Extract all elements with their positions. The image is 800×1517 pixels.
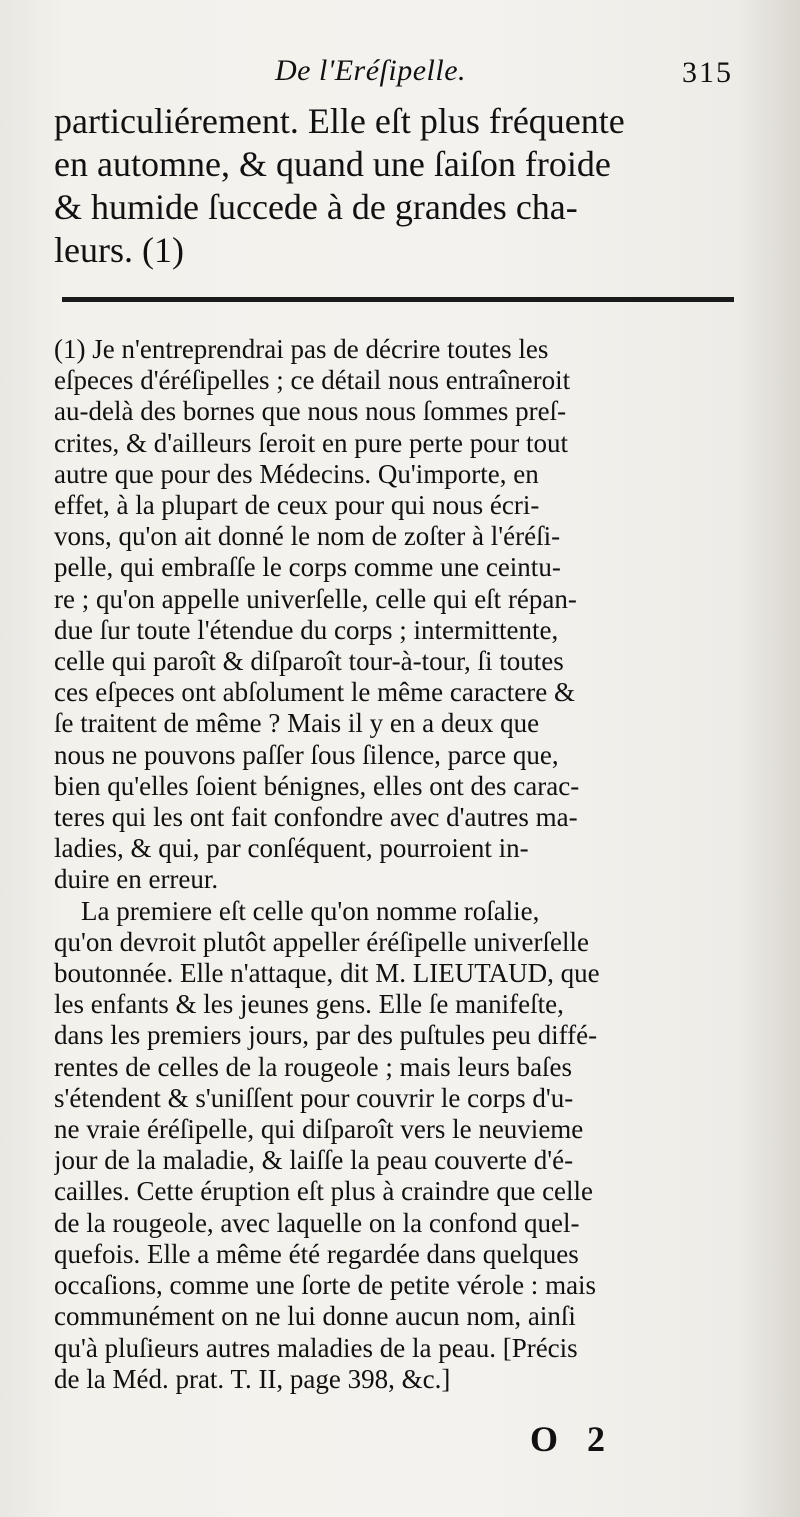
footnote-line: ſe traitent de même ? Mais il y en a deux que xyxy=(54,708,540,739)
footnote-line: teres qui les ont fait confondre avec d'autres ma- xyxy=(54,802,578,833)
footnote-line: due ſur toute l'étendue du corps ; intermittente, xyxy=(54,614,559,645)
footnote-line: boutonnée. Elle n'attaque, dit M. LIEUTAUD, que xyxy=(54,958,600,989)
footnote-line: qu'on devroit plutôt appeller éréſipelle univerſelle xyxy=(54,926,589,957)
footnote-line: (1) Je n'entreprendrai pas de décrire toutes les xyxy=(54,334,549,364)
main-text xyxy=(54,100,744,272)
page-header xyxy=(60,50,745,98)
footnote-line: communément on ne lui donne aucun nom, ainſi xyxy=(54,1301,576,1332)
signature-mark: O 2 xyxy=(530,1419,616,1459)
footnote-line: autre que pour des Médecins. Qu'importe, en xyxy=(54,458,539,489)
footnote xyxy=(54,334,754,1395)
footnote-line: pelle, qui embraſſe le corps comme une ceintu- xyxy=(54,552,561,583)
footnote-line: duire en erreur. xyxy=(54,864,219,895)
footnote-line: de la rougeole, avec laquelle on la confond quel- xyxy=(54,1207,580,1238)
text-line: & humide ſuccede à de grandes cha- xyxy=(54,187,578,227)
footnote-separator xyxy=(62,297,734,302)
footnote-line: quefois. Elle a même été regardée dans quelques xyxy=(54,1238,579,1269)
text-line: en automne, & quand une ſaiſon froide xyxy=(54,144,611,184)
footnote-line: re ; qu'on appelle univerſelle, celle qui eſt répan- xyxy=(54,583,577,614)
footnote-line: ne vraie éréſipelle, qui diſparoît vers le neuvieme xyxy=(54,1114,584,1145)
footnote-line: eſpeces d'éréſipelles ; ce détail nous entraîneroit xyxy=(54,365,571,396)
text-line: leurs. (1) xyxy=(54,230,184,270)
footnote-line: jour de la maladie, & laiſſe la peau couverte d'é- xyxy=(54,1145,574,1176)
footnote-line: cailles. Cette éruption eſt plus à craindre que celle xyxy=(54,1176,594,1207)
footnote-line: nous ne pouvons paſſer ſous ſilence, parce que, xyxy=(54,739,559,770)
footnote-line: s'étendent & s'uniſſent pour couvrir le corps d'u- xyxy=(54,1082,574,1113)
footnote-line: qu'à pluſieurs autres maladies de la peau. [Précis xyxy=(54,1332,578,1363)
footnote-line: vons, qu'on ait donné le nom de zoſter à l'éréſi- xyxy=(54,521,561,552)
footnote-line: celle qui paroît & diſparoît tour-à-tour, ſi toutes xyxy=(54,646,564,677)
footnote-line: rentes de celles de la rougeole ; mais leurs baſes xyxy=(54,1051,573,1082)
footnote-line: occaſions, comme une ſorte de petite vérole : mais xyxy=(54,1270,597,1301)
footnote-line: les enfants & les jeunes gens. Elle ſe manifeſte, xyxy=(54,989,564,1020)
footnote-line: au-delà des bornes que nous nous ſommes preſ- xyxy=(54,396,567,427)
footnote-line: effet, à la plupart de ceux pour qui nous écri- xyxy=(54,490,540,521)
footnote-line: La premiere eſt celle qu'on nomme roſalie, xyxy=(54,895,540,926)
footnote-line: ces eſpeces ont abſolument le même caractere & xyxy=(54,677,575,708)
page-number: 315 xyxy=(682,56,733,89)
running-title: De l'Eréſipelle. xyxy=(275,54,467,87)
footnote-line: crites, & d'ailleurs ſeroit en pure perte pour tout xyxy=(54,427,568,458)
footnote-line: dans les premiers jours, par des puſtules peu diffé- xyxy=(54,1020,598,1051)
footnote-line: ladies, & qui, par conſéquent, pourroient in- xyxy=(54,833,529,864)
footnote-line: de la Méd. prat. T. II, page 398, &c.] xyxy=(54,1363,451,1394)
footnote-line: bien qu'elles ſoient bénignes, elles ont des carac- xyxy=(54,770,580,801)
text-line: particuliérement. Elle eſt plus fréquente xyxy=(54,101,625,141)
